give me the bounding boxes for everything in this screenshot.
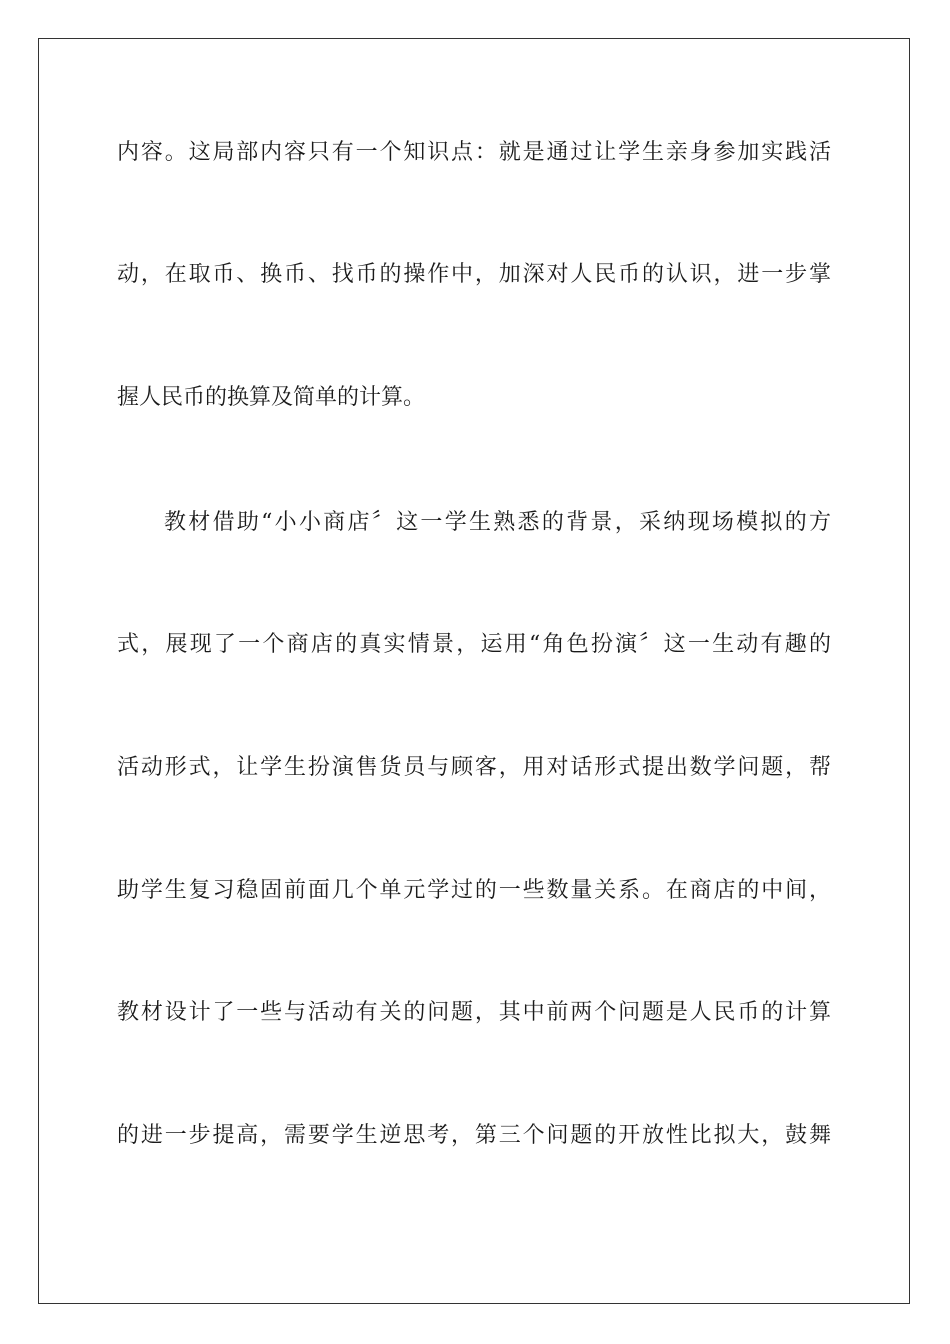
text-line-6: 活动形式，让学生扮演售货员与顾客，用对话形式提出数学问题，帮 xyxy=(117,755,831,780)
text-line-5: 式，展现了一个商店的真实情景，运用“角色扮演〞这一生动有趣的 xyxy=(117,632,831,657)
text-line-9: 的进一步提高，需要学生逆思考，第三个问题的开放性比拟大，鼓舞 xyxy=(117,1123,831,1148)
page-border xyxy=(38,38,910,1304)
text-line-7: 助学生复习稳固前面几个单元学过的一些数量关系。在商店的中间， xyxy=(117,878,831,903)
text-line-2: 动，在取币、换币、找币的操作中，加深对人民币的认识，进一步掌 xyxy=(117,262,831,287)
text-line-3: 握人民币的换算及简单的计算。 xyxy=(117,385,426,410)
text-line-8: 教材设计了一些与活动有关的问题，其中前两个问题是人民币的计算 xyxy=(117,1000,831,1025)
text-line-4: 教材借助“小小商店〞这一学生熟悉的背景，采纳现场模拟的方 xyxy=(164,510,831,535)
text-line-1: 内容。这局部内容只有一个知识点：就是通过让学生亲身参加实践活 xyxy=(117,140,831,165)
